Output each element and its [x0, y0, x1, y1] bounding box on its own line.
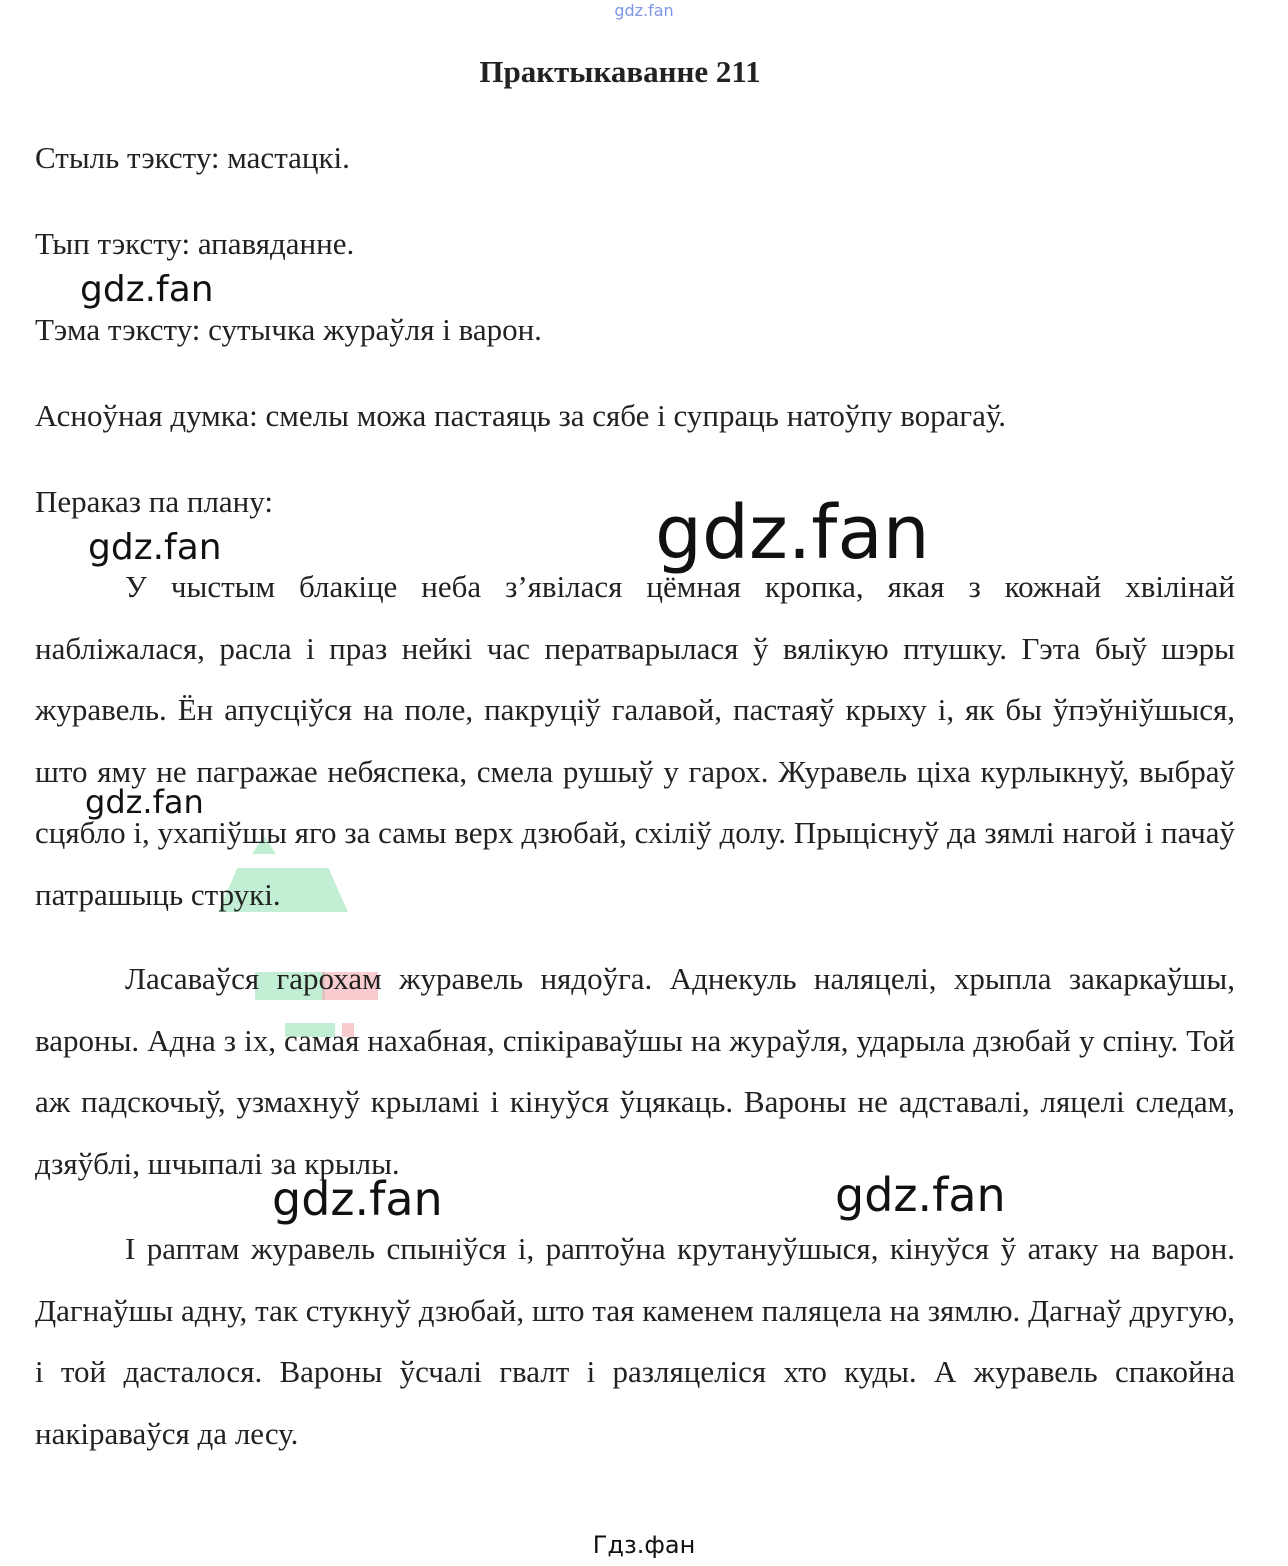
watermark: gdz.fan — [88, 527, 222, 568]
top-watermark: gdz.fan — [614, 1, 674, 20]
footer-watermark: Гдз.фан — [592, 1531, 696, 1559]
paragraph-text: Ласаваўся гарохам журавель нядоўга. Аднекуль наляцелі, хрыпла закаркаўшы, вароны. Адна з іх, самая нахабная, спікіраваўшы на жураўля, ударыла дзюбай у спіну. Той аж падскочыў, узмахнуў крыламі і кінуўся ўцякаць. Вароны не адставалі, ляцелі следам, дзяўблі, шчыпалі за крылы. — [35, 961, 1235, 1181]
watermark: gdz.fan — [272, 1172, 443, 1226]
text-theme-line: Тэма тэксту: сутычка жураўля і варон. — [35, 312, 542, 347]
text-type-line: Тып тэксту: апавяданне. — [35, 226, 355, 261]
watermark: gdz.fan — [85, 783, 204, 821]
main-idea-line: Асноўная думка: смелы можа пастаяць за сябе і супраць натоўпу ворагаў. — [35, 398, 1007, 433]
paragraph-3 — [35, 1218, 1235, 1464]
watermark: gdz.fan — [80, 269, 214, 310]
text-style-line: Стыль тэксту: мастацкі. — [35, 140, 350, 175]
watermark: gdz.fan — [835, 1168, 1006, 1222]
paragraph-text: І раптам журавель спыніўся і, раптоўна крутануўшыся, кінуўся ў атаку на варон. Дагнаўшы адну, так стукнуў дзюбай, што тая каменем паляцела на зямлю. Дагнаў другую, і той дасталося. Вароны ўсчалі гвалт і разляцеліся хто куды. А журавель спакойна накіраваўся да лесу. — [35, 1231, 1235, 1451]
paragraph-2 — [35, 948, 1235, 1194]
watermark: gdz.fan — [655, 490, 930, 576]
retelling-heading: Пераказ па плану: — [35, 484, 273, 519]
paragraph-text: У чыстым блакіце неба з’явілася цёмная кропка, якая з кожнай хвілінай набліжалася, расла і праз нейкі час ператварылася ў вялікую птушку. Гэта быў шэры журавель. Ён апусціўся на поле, пакруціў галавой, пастаяў крыху і, як бы ўпэўніўшыся, што яму не пагражае небяспека, смела рушыў у гарох. Журавель ціха курлыкнуў, выбраў сцябло і, ухапіўшы яго за самы верх дзюбай, схіліў долу. Прыціснуў да зямлі нагой і пачаў патрашыць струкі. — [35, 569, 1235, 912]
page-title: Практыкаванне 211 — [479, 54, 761, 89]
paragraph-1 — [35, 556, 1235, 925]
